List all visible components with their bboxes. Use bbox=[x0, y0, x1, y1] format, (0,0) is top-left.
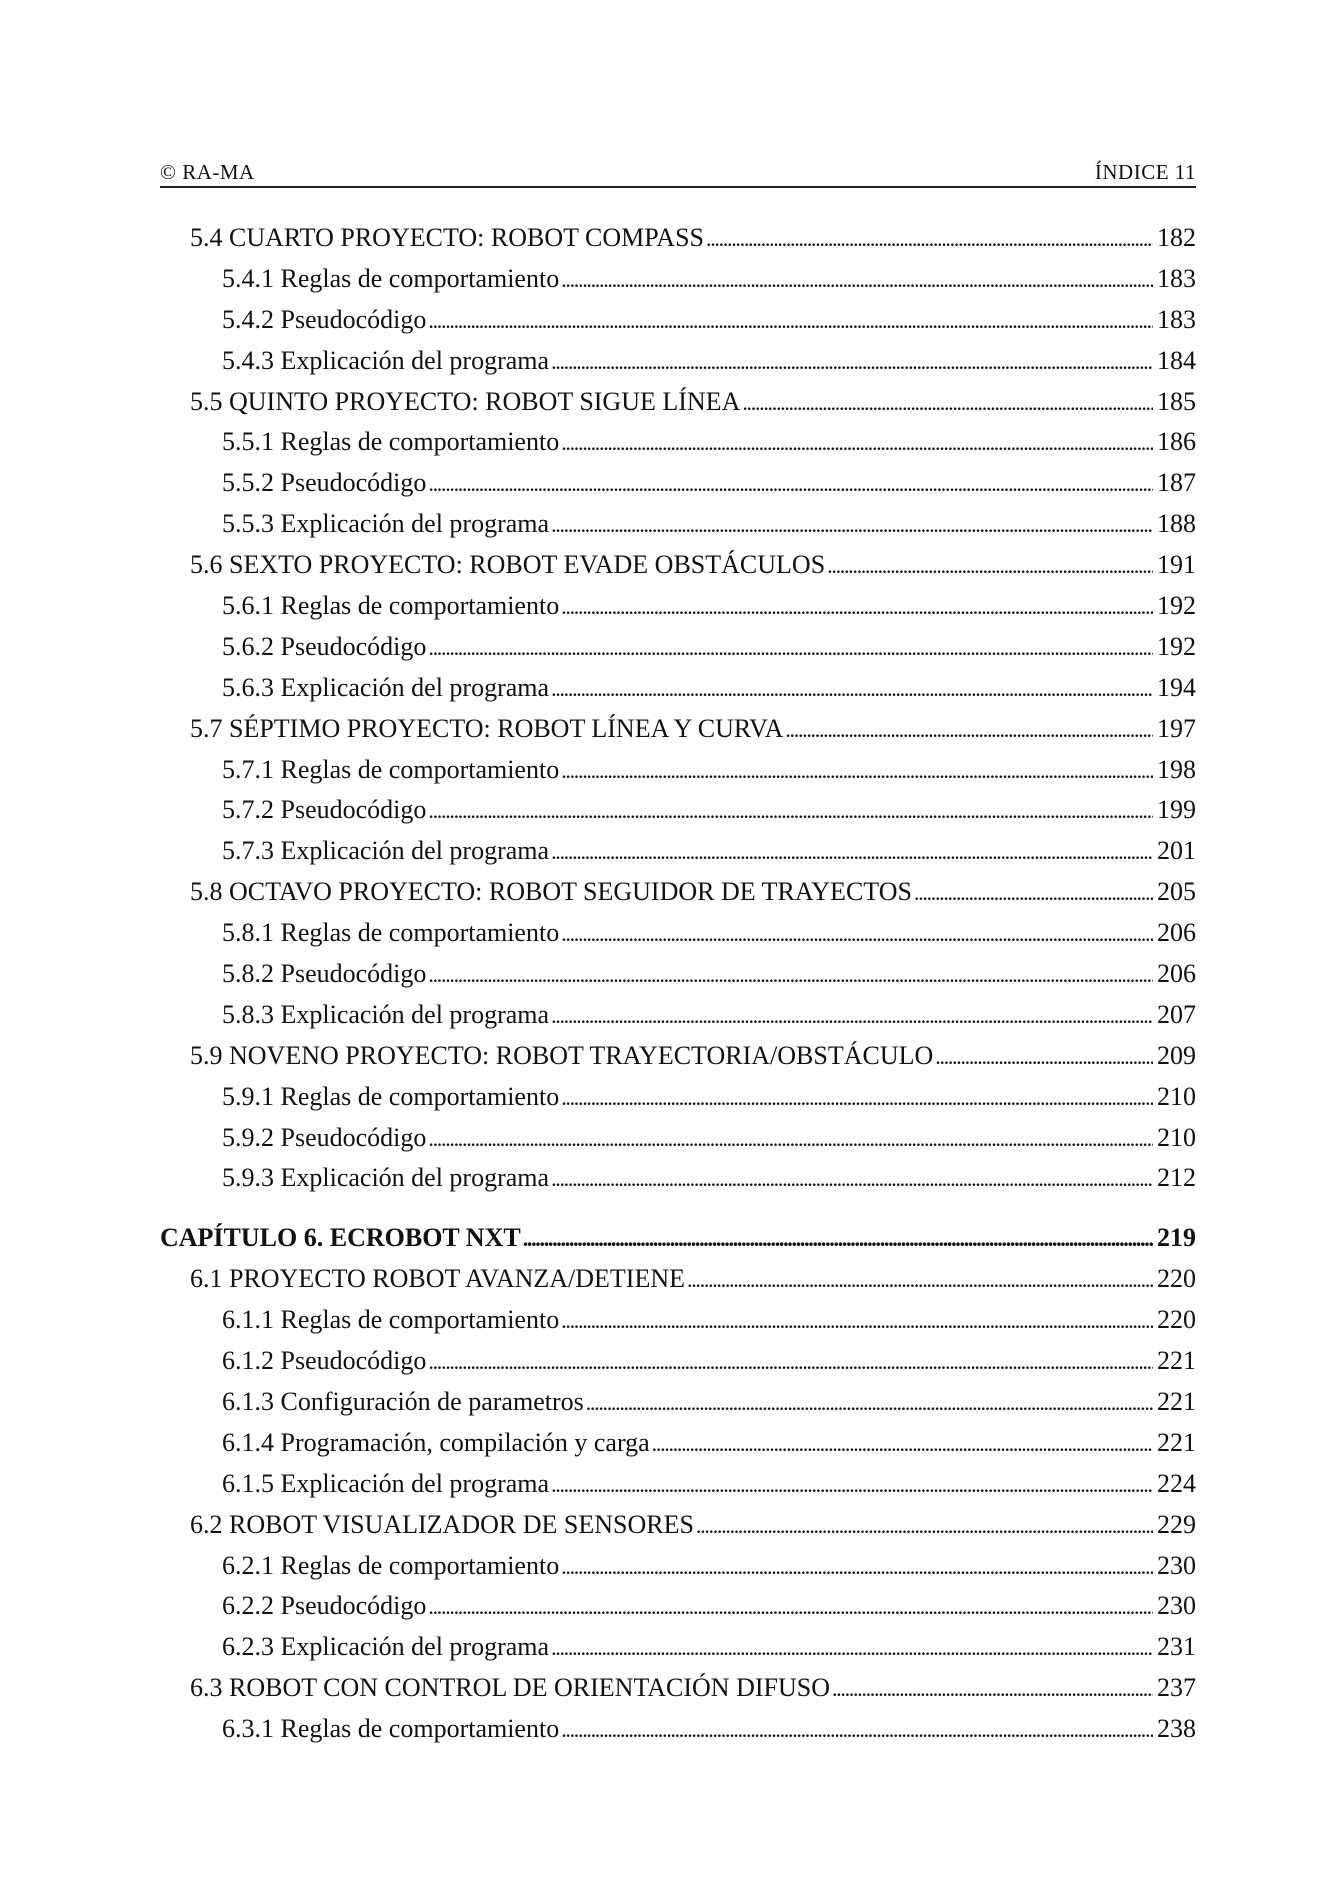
toc-entry-title: 6.1.5 Explicación del programa bbox=[222, 1468, 550, 1498]
toc-entry-page-number: 221 bbox=[1157, 1427, 1196, 1457]
toc-entry-title: 5.5 QUINTO PROYECTO: ROBOT SIGUE LÍNEA bbox=[190, 386, 741, 416]
toc-entry-page-number: 219 bbox=[1157, 1223, 1196, 1253]
dot-leader bbox=[827, 545, 1153, 587]
toc-entry-title: 5.6.1 Reglas de comportamiento bbox=[222, 591, 560, 621]
dot-leader bbox=[428, 790, 1153, 832]
toc-subsection-entry[interactable] bbox=[160, 1464, 1196, 1505]
dot-leader bbox=[428, 627, 1153, 669]
dot-leader bbox=[428, 463, 1153, 505]
toc-entry-page-number: 210 bbox=[1157, 1122, 1196, 1152]
toc-entry-page-number: 198 bbox=[1157, 754, 1196, 784]
toc-entry-page-number: 221 bbox=[1157, 1386, 1196, 1416]
dot-leader bbox=[935, 1036, 1153, 1078]
toc-entry-title: 5.4.3 Explicación del programa bbox=[222, 345, 550, 375]
toc-entry-title: 5.8 OCTAVO PROYECTO: ROBOT SEGUIDOR DE TRAYECTOS bbox=[190, 877, 912, 907]
toc-section-entry[interactable] bbox=[160, 1668, 1196, 1709]
toc-entry-title: 6.2.1 Reglas de comportamiento bbox=[222, 1550, 560, 1580]
toc-entry-title: 6.3.1 Reglas de comportamiento bbox=[222, 1714, 560, 1744]
toc-entry-page-number: 184 bbox=[1157, 345, 1196, 375]
toc-subsection-entry[interactable] bbox=[160, 750, 1196, 791]
dot-leader bbox=[551, 995, 1153, 1037]
toc-entry-title: 5.4.1 Reglas de comportamiento bbox=[222, 263, 560, 293]
toc-section-entry[interactable] bbox=[160, 218, 1196, 259]
dot-leader bbox=[428, 1118, 1153, 1160]
toc-entry-page-number: 230 bbox=[1157, 1591, 1196, 1621]
toc-entry-title: 6.1.3 Configuración de parametros bbox=[222, 1386, 584, 1416]
toc-subsection-entry[interactable] bbox=[160, 463, 1196, 504]
toc-entry-page-number: 197 bbox=[1157, 713, 1196, 743]
dot-leader bbox=[742, 382, 1153, 424]
dot-leader bbox=[428, 1341, 1153, 1383]
toc-entry-title: 5.9.2 Pseudocódigo bbox=[222, 1122, 427, 1152]
toc-entry-title: 6.1.4 Programación, compilación y carga bbox=[222, 1427, 650, 1457]
dot-leader bbox=[428, 300, 1153, 342]
toc-entry-page-number: 210 bbox=[1157, 1081, 1196, 1111]
toc-subsection-entry[interactable] bbox=[160, 1586, 1196, 1627]
toc-entry-title: CAPÍTULO 6. ECROBOT NXT bbox=[160, 1223, 521, 1253]
toc-section-entry[interactable] bbox=[160, 872, 1196, 913]
toc-entry-page-number: 212 bbox=[1157, 1163, 1196, 1193]
toc-entry-page-number: 205 bbox=[1157, 877, 1196, 907]
running-header bbox=[160, 158, 1196, 188]
dot-leader bbox=[561, 1300, 1153, 1342]
toc-entry-title: 5.6.2 Pseudocódigo bbox=[222, 631, 427, 661]
toc-entry-page-number: 229 bbox=[1157, 1509, 1196, 1539]
toc-chapter-entry[interactable] bbox=[160, 1218, 1196, 1259]
toc-subsection-entry[interactable] bbox=[160, 1077, 1196, 1118]
toc-entry-page-number: 220 bbox=[1157, 1264, 1196, 1294]
toc-section-entry[interactable] bbox=[160, 1505, 1196, 1546]
dot-leader bbox=[586, 1382, 1153, 1424]
toc-entry-page-number: 231 bbox=[1157, 1632, 1196, 1662]
dot-leader bbox=[914, 872, 1153, 914]
toc-entry-title: 5.5.2 Pseudocódigo bbox=[222, 468, 427, 498]
dot-leader bbox=[687, 1259, 1153, 1301]
toc-entry-title: 5.4 CUARTO PROYECTO: ROBOT COMPASS bbox=[190, 223, 705, 252]
toc-entry-title: 5.9 NOVENO PROYECTO: ROBOT TRAYECTORIA/OBSTÁCULO bbox=[190, 1040, 934, 1070]
toc-entry-title: 5.5.3 Explicación del programa bbox=[222, 509, 550, 539]
dot-leader bbox=[551, 504, 1153, 546]
dot-leader bbox=[696, 1505, 1153, 1547]
toc-entry-title: 5.7.2 Pseudocódigo bbox=[222, 795, 427, 825]
toc-entry-page-number: 199 bbox=[1157, 795, 1196, 825]
dot-leader bbox=[551, 1464, 1153, 1506]
toc-subsection-entry[interactable] bbox=[160, 1158, 1196, 1199]
toc-subsection-entry[interactable] bbox=[160, 668, 1196, 709]
toc-entry-title: 5.7.1 Reglas de comportamiento bbox=[222, 754, 560, 784]
toc-subsection-entry[interactable] bbox=[160, 1382, 1196, 1423]
dot-leader bbox=[832, 1668, 1153, 1710]
dot-leader bbox=[561, 1077, 1153, 1119]
toc-entry-title: 6.1.1 Reglas de comportamiento bbox=[222, 1305, 560, 1335]
toc-subsection-entry[interactable] bbox=[160, 300, 1196, 341]
toc-subsection-entry[interactable] bbox=[160, 341, 1196, 382]
toc-entry-page-number: 209 bbox=[1157, 1040, 1196, 1070]
dot-leader bbox=[785, 709, 1153, 751]
toc-entry-page-number: 221 bbox=[1157, 1346, 1196, 1376]
toc-entry-page-number: 238 bbox=[1157, 1714, 1196, 1744]
dot-leader bbox=[523, 1218, 1153, 1260]
toc-entry-page-number: 192 bbox=[1157, 591, 1196, 621]
toc-entry-title: 5.8.1 Reglas de comportamiento bbox=[222, 918, 560, 948]
toc-entry-title: 5.9.1 Reglas de comportamiento bbox=[222, 1081, 560, 1111]
section-page-label: ÍNDICE 11 bbox=[1094, 160, 1196, 184]
toc-subsection-entry[interactable] bbox=[160, 790, 1196, 831]
toc-subsection-entry[interactable] bbox=[160, 954, 1196, 995]
toc-section-entry[interactable] bbox=[160, 1036, 1196, 1077]
toc-entry-page-number: 186 bbox=[1157, 427, 1196, 457]
toc-entry-page-number: 183 bbox=[1157, 263, 1196, 293]
publisher-mark: © RA-MA bbox=[160, 160, 255, 184]
toc-entry-page-number: 187 bbox=[1157, 468, 1196, 498]
dot-leader bbox=[551, 341, 1153, 383]
toc-subsection-entry[interactable] bbox=[160, 831, 1196, 872]
toc-entry-page-number: 188 bbox=[1157, 509, 1196, 539]
toc-entry-page-number: 237 bbox=[1157, 1673, 1196, 1703]
toc-subsection-entry[interactable] bbox=[160, 627, 1196, 668]
toc-entry-title: 5.6 SEXTO PROYECTO: ROBOT EVADE OBSTÁCULOS bbox=[190, 550, 826, 580]
toc-entry-title: 5.8.3 Explicación del programa bbox=[222, 999, 550, 1029]
dot-leader bbox=[551, 1627, 1153, 1669]
toc-entry-page-number: 206 bbox=[1157, 918, 1196, 948]
toc-subsection-entry[interactable] bbox=[160, 1423, 1196, 1464]
toc-entry-page-number: 192 bbox=[1157, 631, 1196, 661]
toc-subsection-entry[interactable] bbox=[160, 1118, 1196, 1159]
toc-entry-page-number: 206 bbox=[1157, 959, 1196, 989]
toc-entry-page-number: 220 bbox=[1157, 1305, 1196, 1335]
dot-leader bbox=[561, 913, 1153, 955]
toc-entry-title: 5.7.3 Explicación del programa bbox=[222, 836, 550, 866]
toc-section-entry[interactable] bbox=[160, 709, 1196, 750]
toc-entry-page-number: 194 bbox=[1157, 672, 1196, 702]
toc-entry-page-number: 207 bbox=[1157, 999, 1196, 1029]
toc-entry-page-number: 183 bbox=[1157, 304, 1196, 334]
dot-leader bbox=[561, 1546, 1153, 1588]
toc-entry-title: 5.9.3 Explicación del programa bbox=[222, 1163, 550, 1193]
toc-entry-title: 6.2.3 Explicación del programa bbox=[222, 1632, 550, 1662]
toc-subsection-entry[interactable] bbox=[160, 422, 1196, 463]
toc-subsection-entry[interactable] bbox=[160, 1546, 1196, 1587]
dot-leader bbox=[706, 218, 1153, 260]
dot-leader bbox=[551, 831, 1153, 873]
toc-subsection-entry[interactable] bbox=[160, 586, 1196, 627]
toc-subsection-entry[interactable] bbox=[160, 1300, 1196, 1341]
toc-subsection-entry[interactable] bbox=[160, 913, 1196, 954]
toc-entry-title: 6.1 PROYECTO ROBOT AVANZA/DETIENE bbox=[190, 1264, 686, 1294]
dot-leader bbox=[551, 1158, 1153, 1200]
toc-entry-title: 5.7 SÉPTIMO PROYECTO: ROBOT LÍNEA Y CURVA bbox=[190, 713, 784, 743]
toc-entry-title: 6.2 ROBOT VISUALIZADOR DE SENSORES bbox=[190, 1509, 694, 1539]
toc-entry-page-number: 230 bbox=[1157, 1550, 1196, 1580]
toc-entry-page-number: 185 bbox=[1157, 386, 1196, 416]
toc-entry-title: 5.5.1 Reglas de comportamiento bbox=[222, 427, 560, 457]
toc-entry-page-number: 201 bbox=[1157, 836, 1196, 866]
dot-leader bbox=[561, 259, 1153, 301]
table-of-contents bbox=[160, 218, 1196, 1750]
toc-subsection-entry[interactable] bbox=[160, 1709, 1196, 1750]
toc-entry-title: 6.3 ROBOT CON CONTROL DE ORIENTACIÓN DIFUSO bbox=[190, 1673, 830, 1703]
toc-entry-title: 5.4.2 Pseudocódigo bbox=[222, 304, 427, 334]
dot-leader bbox=[428, 1586, 1153, 1628]
dot-leader bbox=[561, 422, 1153, 464]
toc-entry-page-number: 191 bbox=[1157, 550, 1196, 580]
toc-subsection-entry[interactable] bbox=[160, 1627, 1196, 1668]
dot-leader bbox=[428, 954, 1153, 996]
toc-subsection-entry[interactable] bbox=[160, 1341, 1196, 1382]
toc-entry-title: 5.6.3 Explicación del programa bbox=[222, 672, 550, 702]
toc-entry-page-number: 224 bbox=[1157, 1468, 1196, 1498]
dot-leader bbox=[561, 586, 1153, 628]
toc-section-entry[interactable] bbox=[160, 545, 1196, 586]
toc-entry-title: 5.8.2 Pseudocódigo bbox=[222, 959, 427, 989]
toc-entry-title: 6.1.2 Pseudocódigo bbox=[222, 1346, 427, 1376]
dot-leader bbox=[561, 750, 1153, 792]
dot-leader bbox=[652, 1423, 1153, 1465]
dot-leader bbox=[551, 668, 1153, 710]
toc-entry-page-number: 182 bbox=[1157, 223, 1196, 252]
toc-section-entry[interactable] bbox=[160, 382, 1196, 423]
toc-subsection-entry[interactable] bbox=[160, 504, 1196, 545]
toc-entry-title: 6.2.2 Pseudocódigo bbox=[222, 1591, 427, 1621]
toc-subsection-entry[interactable] bbox=[160, 259, 1196, 300]
toc-subsection-entry[interactable] bbox=[160, 995, 1196, 1036]
toc-section-entry[interactable] bbox=[160, 1259, 1196, 1300]
dot-leader bbox=[561, 1709, 1153, 1751]
